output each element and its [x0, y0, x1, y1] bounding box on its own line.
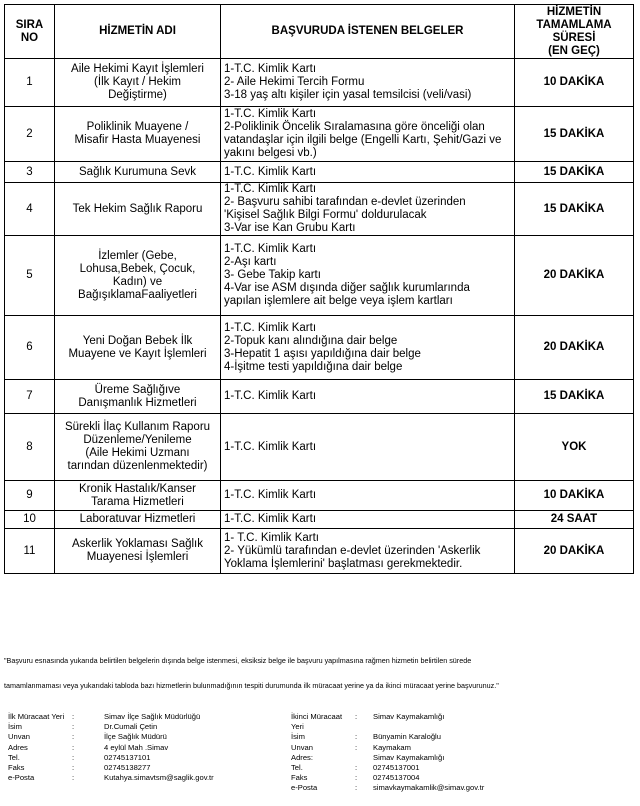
required-documents: 1-T.C. Kimlik Kartı	[221, 380, 515, 414]
completion-time: 24 SAAT	[515, 511, 634, 529]
contact-colon: :	[72, 752, 75, 762]
required-documents: 1-T.C. Kimlik Kartı	[221, 481, 515, 511]
contact-row	[8, 722, 308, 732]
contact-colon: :	[72, 763, 75, 773]
row-number: 7	[5, 380, 55, 414]
contact-row	[291, 773, 631, 783]
contact-label: Faks	[291, 773, 308, 783]
contact-row	[291, 763, 631, 773]
contact-value: 02745137101	[104, 752, 151, 762]
service-name: Yeni Doğan Bebek İlk Muayene ve Kayıt İşlemleri	[55, 316, 221, 380]
required-documents: 1- T.C. Kimlik Kartı 2- Yükümlü tarafından e-devlet üzerinden 'Askerlik Yoklama İşlemlerini' başlatması gerekmektedir.	[221, 529, 515, 574]
contact-value: Dr.Cumali Çetin	[104, 722, 158, 732]
contact-value: 4 eylül Mah .Simav	[104, 742, 169, 752]
row-number: 2	[5, 107, 55, 162]
required-documents: 1-T.C. Kimlik Kartı 2- Başvuru sahibi tarafından e-devlet üzerinden 'Kişisel Sağlık Bilgi Formu' doldurulacak 3-Var ise Kan Grubu Kartı	[221, 183, 515, 236]
service-name: Kronik Hastalık/Kanser Tarama Hizmetleri	[55, 481, 221, 511]
contact-colon: :	[355, 742, 358, 752]
required-documents: 1-T.C. Kimlik Kartı	[221, 162, 515, 183]
completion-time: 10 DAKİKA	[515, 59, 634, 107]
service-name: Aile Hekimi Kayıt İşlemleri (İlk Kayıt / Hekim Değiştirme)	[55, 59, 221, 107]
contact-label: Tel.	[8, 752, 20, 762]
header-no: SIRA NO	[5, 5, 55, 59]
row-number: 3	[5, 162, 55, 183]
contact-label: Unvan	[291, 742, 313, 752]
disclaimer-note	[4, 655, 634, 705]
table-row	[5, 316, 634, 380]
service-name: Poliklinik Muayene / Misafir Hasta Muayenesi	[55, 107, 221, 162]
table-row	[5, 511, 634, 529]
contact-label: Unvan	[8, 732, 30, 742]
contact-row	[8, 732, 308, 742]
table-row	[5, 414, 634, 481]
contact-row	[8, 763, 308, 773]
contact-row	[291, 783, 631, 793]
completion-time: 10 DAKİKA	[515, 481, 634, 511]
contact-row	[291, 712, 631, 732]
contact-value: 02745138277	[104, 763, 151, 773]
table-row	[5, 529, 634, 574]
contact-value: Kaymakam	[373, 742, 411, 752]
contact-colon: :	[72, 773, 75, 783]
first-application-contact	[8, 712, 308, 783]
note-line: tamamlanmaması veya yukarıdaki tabloda bazı hizmetlerin bulunmadığının tespiti durumunda ilk müracaat yerine ya da ikinci müracaat yerine başvurunuz."	[4, 681, 499, 690]
completion-time: 15 DAKİKA	[515, 162, 634, 183]
row-number: 10	[5, 511, 55, 529]
contact-colon: :	[72, 732, 75, 742]
required-documents: 1-T.C. Kimlik Kartı 2-Aşı kartı 3- Gebe Takip kartı 4-Var ise ASM dışında diğer sağlık kurumlarında yapılan işlemlere ait belge veya işlem kartları	[221, 236, 515, 316]
completion-time: 20 DAKİKA	[515, 529, 634, 574]
contact-label: İkinci Müracaat Yeri	[291, 712, 343, 732]
contact-value: Simav İlçe Sağlık Müdürlüğü	[104, 712, 201, 721]
contact-colon	[355, 753, 373, 763]
completion-time: 20 DAKİKA	[515, 236, 634, 316]
contact-value: Bünyamin Karaloğlu	[373, 732, 441, 742]
service-name: İzlemler (Gebe, Lohusa,Bebek, Çocuk, Kadın) ve BağışıklamaFaaliyetleri	[55, 236, 221, 316]
row-number: 6	[5, 316, 55, 380]
table-row	[5, 236, 634, 316]
required-documents: 1-T.C. Kimlik Kartı 2-Poliklinik Öncelik Sıralamasına göre önceliği olan vatandaşlar için ilgili belge (Engelli Kartı, Şehit/Gazi ve yakını belgesi vb.)	[221, 107, 515, 162]
completion-time: 15 DAKİKA	[515, 183, 634, 236]
completion-time: 15 DAKİKA	[515, 107, 634, 162]
contact-label: e-Posta	[8, 773, 35, 783]
service-name: Sağlık Kurumuna Sevk	[55, 162, 221, 183]
service-name: Üreme Sağlığıve Danışmanlık Hizmetleri	[55, 380, 221, 414]
contact-colon: :	[355, 732, 358, 742]
required-documents: 1-T.C. Kimlik Kartı	[221, 414, 515, 481]
header-name: HİZMETİN ADI	[55, 5, 221, 59]
contact-value: 02745137004	[373, 773, 420, 783]
contact-colon: :	[72, 722, 75, 732]
second-application-contact	[291, 712, 631, 794]
row-number: 8	[5, 414, 55, 481]
contact-row	[291, 743, 631, 753]
service-name: Sürekli İlaç Kullanım Raporu Düzenleme/Yenileme (Aile Hekimi Uzmanı tarından düzenlenmektedir)	[55, 414, 221, 481]
contact-value: simavkaymakamlik@simav.gov.tr	[373, 783, 485, 793]
note-line: "Başvuru esnasında yukarıda belirtilen belgelerin dışında belge istenmesi, eksiksiz belge ile başvuru yapılmasına rağmen hizmetin belirtilen sürede	[4, 656, 472, 665]
contact-row	[8, 773, 308, 783]
required-documents: 1-T.C. Kimlik Kartı 2- Aile Hekimi Tercih Formu 3-18 yaş altı kişiler için yasal temsilcisi (veli/vasi)	[221, 59, 515, 107]
contact-value: 02745137001	[373, 763, 420, 773]
contact-value: Kutahya.simavtsm@saglik.gov.tr	[104, 773, 214, 783]
table-row	[5, 162, 634, 183]
contact-colon: :	[355, 783, 358, 793]
service-name: Tek Hekim Sağlık Raporu	[55, 183, 221, 236]
required-documents: 1-T.C. Kimlik Kartı	[221, 511, 515, 529]
contact-colon: :	[355, 773, 358, 783]
contact-colon: :	[72, 712, 75, 721]
row-number: 9	[5, 481, 55, 511]
contact-label: Adres	[8, 742, 28, 752]
contact-label: Faks	[8, 763, 25, 773]
contact-value: İlçe Sağlık Müdürü	[104, 732, 167, 742]
completion-time: 15 DAKİKA	[515, 380, 634, 414]
contact-label: İsim	[291, 732, 305, 742]
contact-label: İsim	[8, 722, 22, 732]
table-row	[5, 183, 634, 236]
service-name: Askerlik Yoklaması Sağlık Muayenesi İşlemleri	[55, 529, 221, 574]
required-documents: 1-T.C. Kimlik Kartı 2-Topuk kanı alındığına dair belge 3-Hepatit 1 aşısı yapıldığına dair belge 4-İşitme testi yapıldığına dair belge	[221, 316, 515, 380]
contact-row	[8, 743, 308, 753]
table-row	[5, 380, 634, 414]
header-row	[5, 5, 634, 59]
contact-row	[8, 712, 308, 722]
completion-time: YOK	[515, 414, 634, 481]
row-number: 5	[5, 236, 55, 316]
contact-label: e-Posta	[291, 783, 318, 793]
contact-label: İlk Müracaat Yeri	[8, 712, 65, 721]
completion-time: 20 DAKİKA	[515, 316, 634, 380]
contact-row	[291, 732, 631, 742]
service-name: Laboratuvar Hizmetleri	[55, 511, 221, 529]
contact-row	[291, 753, 631, 763]
contact-row	[8, 753, 308, 763]
services-table	[4, 4, 634, 574]
header-time: HİZMETİN TAMAMLAMA SÜRESİ (EN GEÇ)	[515, 5, 634, 59]
contact-label: Tel.	[291, 763, 303, 773]
contact-colon: :	[72, 742, 75, 752]
contact-value: Simav Kaymakamlığı	[373, 712, 445, 721]
row-number: 11	[5, 529, 55, 574]
header-docs: BAŞVURUDA İSTENEN BELGELER	[221, 5, 515, 59]
table-row	[5, 107, 634, 162]
row-number: 4	[5, 183, 55, 236]
table-row	[5, 59, 634, 107]
table-body	[5, 59, 634, 574]
contact-colon: :	[355, 712, 358, 721]
contact-value: Simav Kaymakamlığı	[373, 752, 445, 762]
contact-colon: :	[355, 763, 358, 773]
table-row	[5, 481, 634, 511]
contact-label: Adres:	[291, 752, 313, 762]
row-number: 1	[5, 59, 55, 107]
